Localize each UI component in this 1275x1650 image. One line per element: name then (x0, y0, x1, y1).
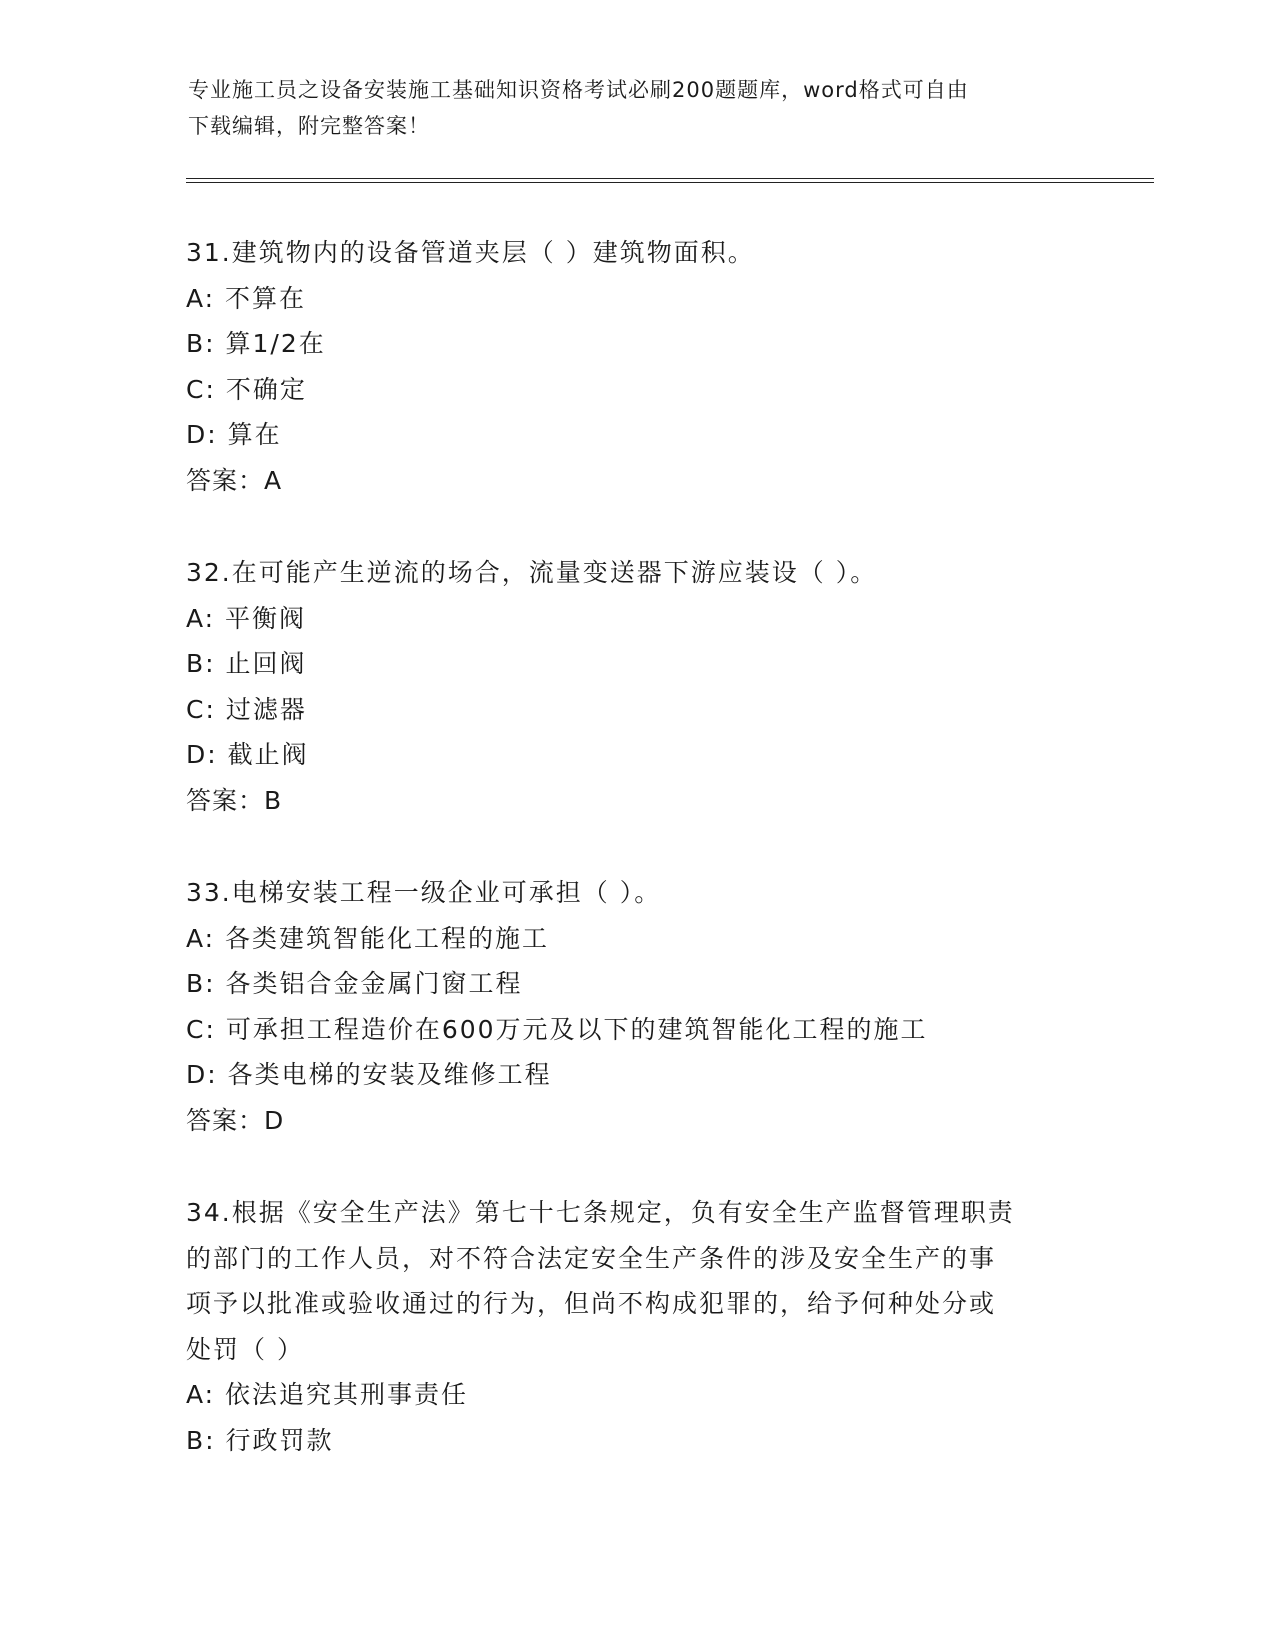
option-c: C: 过滤器 (186, 694, 307, 724)
option-b: B: 止回阀 (186, 649, 307, 678)
question-list (186, 230, 1086, 1510)
question-34 (186, 1190, 1086, 1463)
option-b: B: 各类铝合金金属门窗工程 (186, 969, 523, 998)
answer: 答案：A (186, 465, 283, 495)
question-stem-line-1: 34.根据《安全生产法》第七十七条规定，负有安全生产监督管理职责 (186, 1198, 1015, 1227)
header-divider (186, 178, 1154, 183)
question-stem: 31.建筑物内的设备管道夹层（ ）建筑物面积。 (186, 238, 755, 267)
header-line-1: 专业施工员之设备安装施工基础知识资格考试必刷200题题库，word格式可自由 (188, 78, 969, 102)
option-a: A: 不算在 (186, 283, 307, 313)
question-stem: 33.电梯安装工程一级企业可承担（ ）。 (186, 878, 662, 907)
question-stem-line-4: 处罚（ ） (186, 1334, 304, 1364)
option-a: A: 依法追究其刑事责任 (186, 1380, 469, 1409)
option-a: A: 各类建筑智能化工程的施工 (186, 923, 550, 953)
question-stem-line-2: 的部门的工作人员，对不符合法定安全生产条件的涉及安全生产的事 (186, 1243, 997, 1273)
question-stem-line-3: 项予以批准或验收通过的行为，但尚不构成犯罪的，给予何种处分或 (186, 1289, 997, 1318)
option-b: B: 算1/2在 (186, 329, 326, 358)
option-d: D: 各类电梯的安装及维修工程 (186, 1060, 552, 1089)
document-header (188, 72, 1088, 144)
option-b: B: 行政罚款 (186, 1425, 334, 1455)
option-a: A: 平衡阀 (186, 603, 307, 633)
answer: 答案：D (186, 1105, 285, 1135)
question-stem: 32.在可能产生逆流的场合，流量变送器下游应装设（ ）。 (186, 558, 878, 587)
header-line-2: 下载编辑，附完整答案！ (188, 114, 430, 138)
option-d: D: 算在 (186, 420, 282, 449)
option-c: C: 不确定 (186, 374, 307, 404)
answer: 答案：B (186, 785, 283, 815)
question-32 (186, 550, 1086, 823)
option-d: D: 截止阀 (186, 740, 309, 769)
question-31 (186, 230, 1086, 503)
option-c: C: 可承担工程造价在600万元及以下的建筑智能化工程的施工 (186, 1014, 928, 1044)
question-33 (186, 870, 1086, 1143)
